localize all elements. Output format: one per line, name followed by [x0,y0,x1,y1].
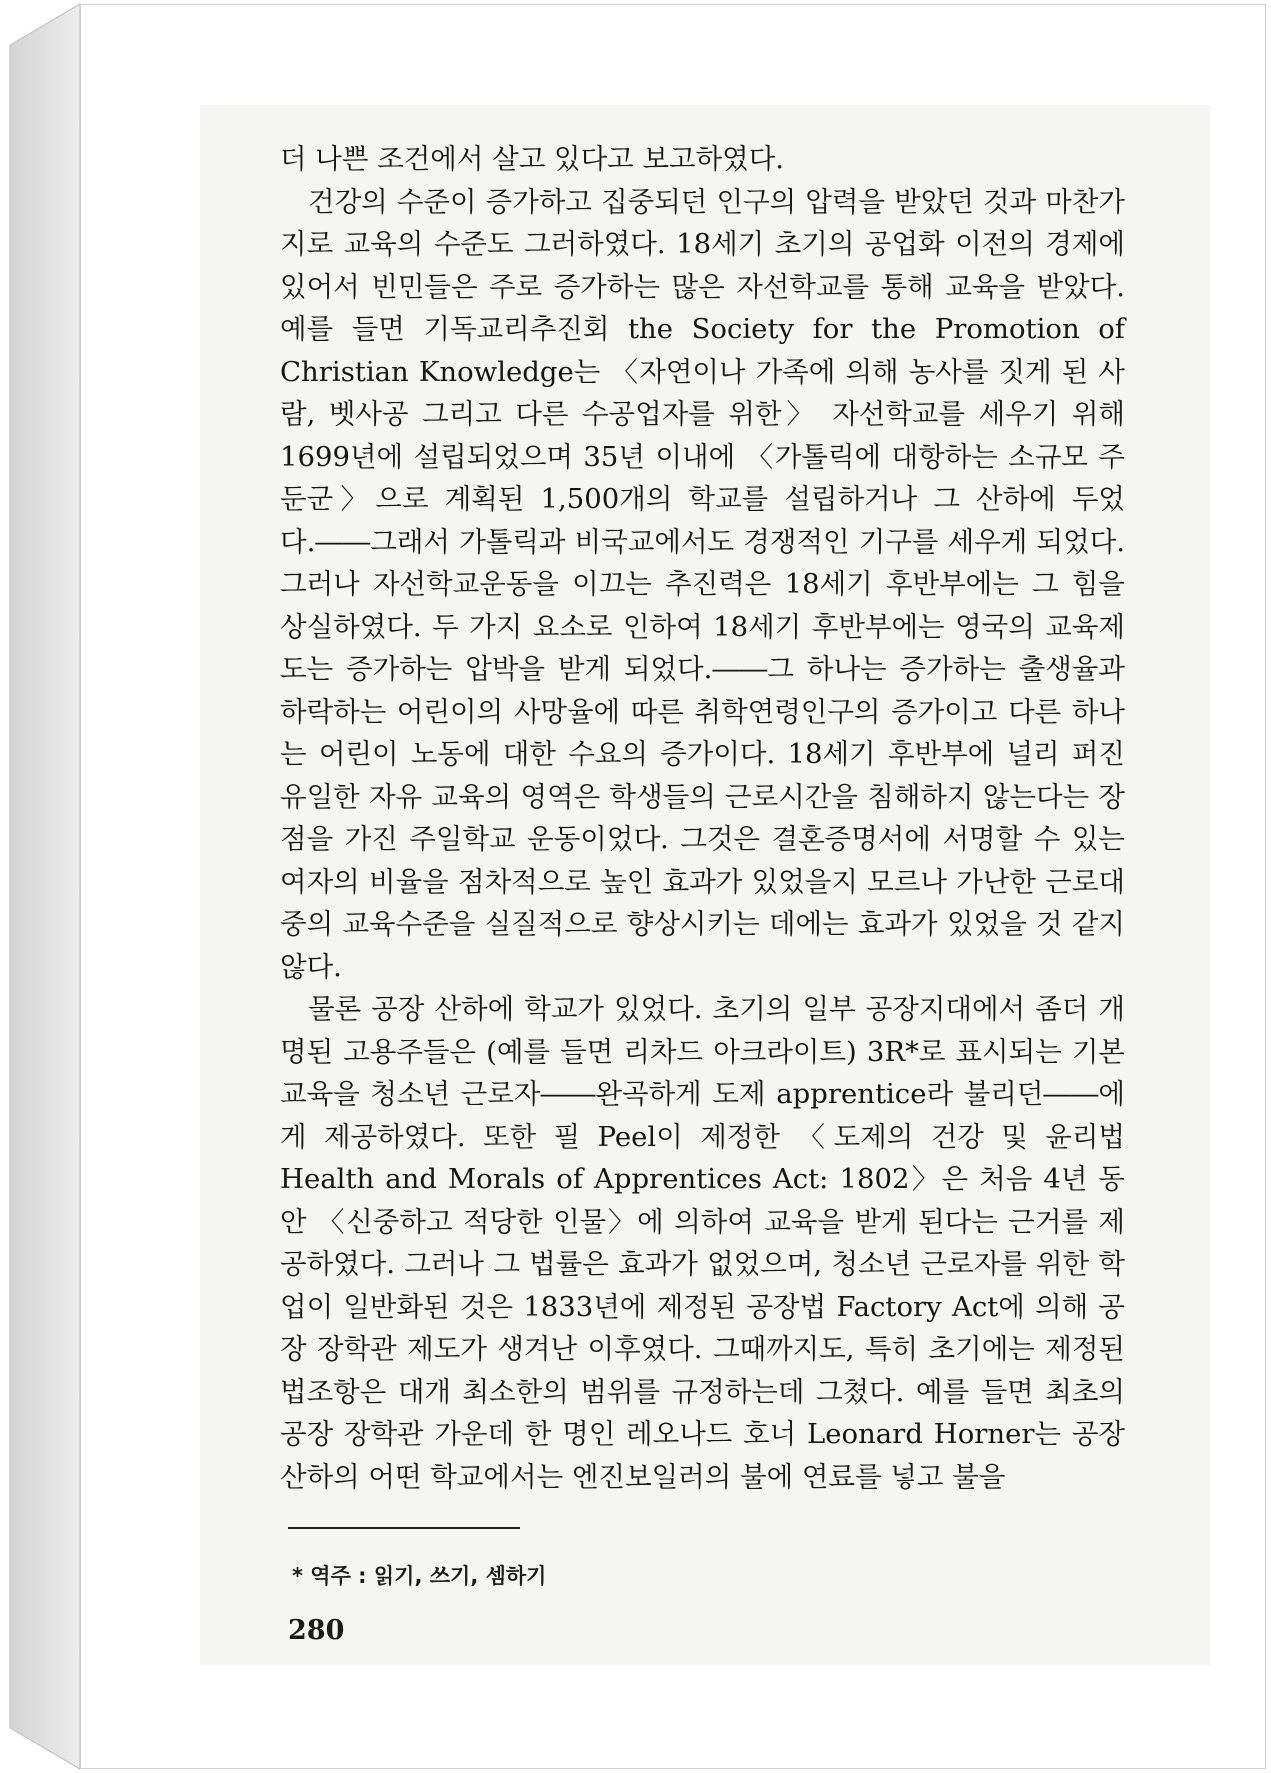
paragraph-2: 건강의 수준이 증가하고 집중되던 인구의 압력을 받았던 것과 마찬가지로 교육의 수준도 그러하였다. 18세기 초기의 공업화 이전의 경제에 있어서 빈민들은 주로 증가하는 많은 자선학교를 통해 교육을 받았다. 예를 들면 기독교리추진회 the Society for the Promotion of Christian Knowledge는 〈자연이나 가족에 의해 농사를 짓게 된 사람, 벳사공 그리고 다른 수공업자를 위한〉 자선학교를 세우기 위해 1699년에 설립되었으며 35년 이내에 〈가톨릭에 대항하는 소규모 주둔군〉으로 계획된 1,500개의 학교를 설립하거나 그 산하에 두었다.――그래서 가톨릭과 비국교에서도 경쟁적인 기구를 세우게 되었다. 그러나 자선학교운동을 이끄는 추진력은 18세기 후반부에는 그 힘을 상실하였다. 두 가지 요소로 인하여 18세기 후반부에는 영국의 교육제도는 증가하는 압박을 받게 되었다.――그 하나는 증가하는 출생율과 하락하는 어린이의 사망율에 따른 취학연령인구의 증가이고 다른 하나는 어린이 노동에 대한 수요의 증가이다. 18세기 후반부에 널리 퍼진 유일한 자유 교육의 영역은 학생들의 근로시간을 침해하지 않는다는 장점을 가진 주일학교 운동이었다. 그것은 결혼증명서에 서명할 수 있는 여자의 비율을 점차적으로 높인 효과가 있었을지 모르나 가난한 근로대중의 교육수준을 실질적으로 향상시키는 데에는 효과가 있었을 것 같지 않다. [280,185,1125,983]
paragraph-3: 물론 공장 산하에 학교가 있었다. 초기의 일부 공장지대에서 좀더 개명된 고용주들은 (예를 들면 리차드 아크라이트) 3R*로 표시되는 기본교육을 청소년 근로자――완곡하게 도제 apprentice라 불리던――에게 제공하였다. 또한 필 Peel이 제정한 〈도제의 건강 및 윤리법 Health and Morals of Apprentices Act: 1802〉은 처음 4년 동안 〈신중하고 적당한 인물〉에 의하여 교육을 받게 된다는 근거를 제공하였다. 그러나 그 법률은 효과가 없었으며, 청소년 근로자를 위한 학업이 일반화된 것은 1833년에 제정된 공장법 Factory Act에 의해 공장 장학관 제도가 생겨난 이후였다. 그때까지도, 특히 초기에는 제정된 법조항은 대개 최소한의 범위를 규정하는데 그쳤다. 예를 들면 최초의 공장 장학관 가운데 한 명인 레오나드 호너 Leonard Horner는 공장 산하의 어떤 학교에서는 엔진보일러의 불에 연료를 넣고 불을 [280,993,1125,1493]
paragraph-1: 더 나쁜 조건에서 살고 있다고 보고하였다. [280,143,785,175]
footnote-divider [288,1527,520,1529]
footnote: * 역주 : 읽기, 쓰기, 셈하기 [292,1564,547,1588]
page-number: 280 [288,1615,345,1646]
book-spine-shadow [0,0,80,1773]
body-text [280,138,1125,1498]
